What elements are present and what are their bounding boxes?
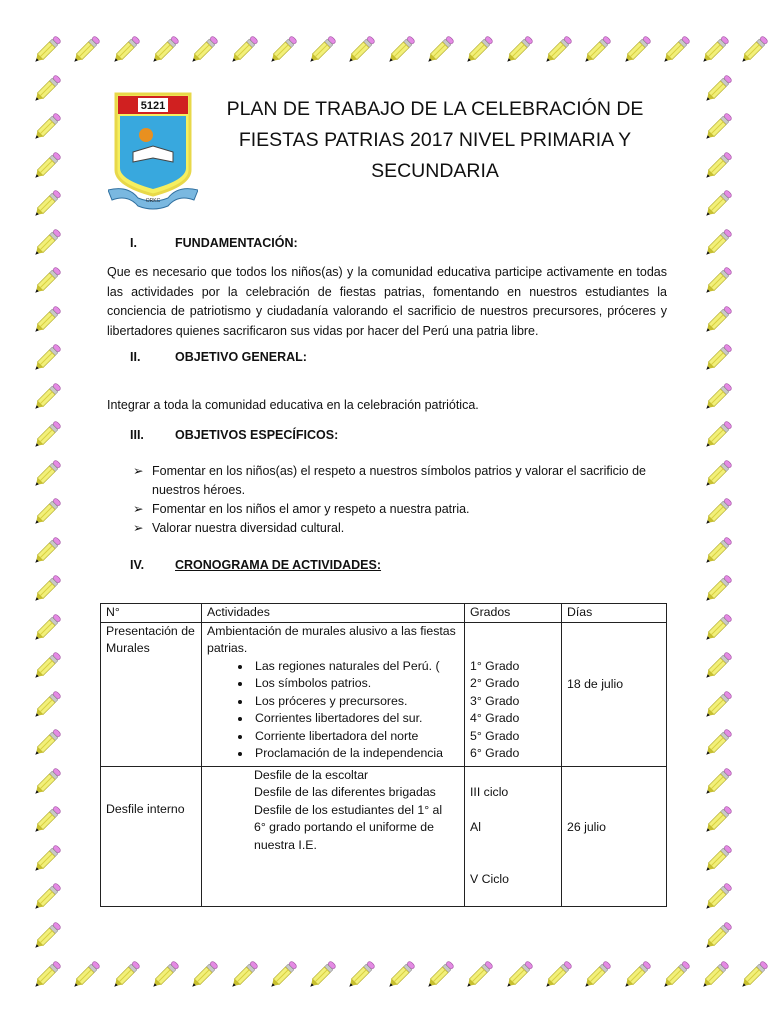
pencil-icon — [148, 31, 184, 67]
pencil-icon — [701, 455, 737, 491]
list-item — [133, 500, 668, 519]
pencil-icon — [384, 31, 420, 67]
cronograma-table — [100, 603, 667, 907]
pencil-icon — [30, 455, 66, 491]
pencil-icon — [701, 686, 737, 722]
pencil-icon — [541, 31, 577, 67]
section-label: FUNDAMENTACIÓN: — [175, 236, 298, 250]
activity-intro: Ambientación de murales alusivo a las fiestas patrias. — [207, 623, 456, 655]
pencil-icon — [30, 147, 66, 183]
list-item: • Proclamación de la independencia — [252, 745, 459, 763]
pencil-icon — [701, 108, 737, 144]
pencil-icon — [30, 185, 66, 221]
pencil-icon — [109, 31, 145, 67]
list-item: • Las regiones naturales del Perú. ( — [252, 658, 459, 676]
pencil-icon — [30, 917, 66, 953]
pencil-icon — [701, 147, 737, 183]
arrow-bullet-icon: ➢ — [133, 464, 144, 478]
grado: V Ciclo — [470, 871, 509, 886]
pencil-icon — [187, 31, 223, 67]
pencil-icon — [701, 763, 737, 799]
grado: Al — [470, 820, 481, 834]
pencil-icon — [344, 31, 380, 67]
pencil-icon — [30, 301, 66, 337]
table-row — [101, 622, 667, 766]
section-label: OBJETIVOS ESPECÍFICOS: — [175, 428, 339, 442]
section-number: I. — [130, 236, 137, 250]
pencil-icon — [187, 956, 223, 992]
pencil-icon — [698, 956, 734, 992]
pencil-icon — [423, 956, 459, 992]
table-row — [101, 766, 667, 906]
grados-cell — [465, 766, 562, 906]
pencil-icon — [148, 956, 184, 992]
pencil-icon — [701, 878, 737, 914]
list-item: Desfile de los estudiantes del 1° al 6° grado portando el uniforme de nuestra I.E. — [254, 802, 443, 852]
pencil-icon — [659, 31, 695, 67]
activity-name: Desfile interno — [101, 766, 202, 906]
list-item: Desfile de la escoltar — [254, 767, 369, 782]
pencil-icon — [701, 301, 737, 337]
list-item: Desfile de las diferentes brigadas — [254, 785, 436, 799]
pencil-icon — [701, 378, 737, 414]
pencil-icon — [30, 493, 66, 529]
activity-cell — [202, 622, 465, 766]
svg-text:ORKC: ORKC — [145, 198, 161, 204]
pencil-icon — [701, 70, 737, 106]
table-header-row — [101, 604, 667, 623]
pencil-icon — [30, 31, 66, 67]
grado: 2° Grado — [470, 676, 520, 690]
list-item — [133, 462, 668, 500]
activity-cell — [202, 766, 465, 906]
list-item — [133, 519, 668, 538]
pencil-icon — [701, 339, 737, 375]
section-number: IV. — [130, 558, 145, 572]
pencil-icon — [502, 31, 538, 67]
header-cell: Grados — [465, 604, 562, 623]
header-cell: Días — [562, 604, 667, 623]
pencil-icon — [30, 416, 66, 452]
document-title — [225, 94, 645, 187]
svg-text:5121: 5121 — [140, 100, 166, 112]
arrow-bullet-icon: ➢ — [133, 502, 144, 516]
pencil-icon — [701, 262, 737, 298]
pencil-icon — [30, 801, 66, 837]
grados-cell — [465, 622, 562, 766]
list-item-text: Fomentar en los niños el amor y respeto a nuestra patria. — [152, 502, 470, 516]
pencil-icon — [701, 493, 737, 529]
arrow-bullet-icon: ➢ — [133, 521, 144, 535]
title-line: SECUNDARIA — [371, 160, 499, 182]
pencil-icon — [620, 956, 656, 992]
pencil-icon — [30, 262, 66, 298]
header-cell: Actividades — [202, 604, 465, 623]
grado: 1° Grado — [470, 658, 520, 673]
list-item: • Los próceres y precursores. — [252, 693, 459, 711]
pencil-icon — [701, 532, 737, 568]
pencil-icon — [541, 956, 577, 992]
pencil-icon — [30, 609, 66, 645]
list-item-text: Valorar nuestra diversidad cultural. — [152, 521, 345, 535]
pencil-icon — [69, 31, 105, 67]
pencil-icon — [701, 647, 737, 683]
pencil-icon — [227, 31, 263, 67]
pencil-icon — [701, 416, 737, 452]
pencil-icon — [30, 686, 66, 722]
pencil-icon — [502, 956, 538, 992]
header-cell: N° — [101, 604, 202, 623]
list-item-text: Fomentar en los niños(as) el respeto a nuestros símbolos patrios y valorar el sacrificio de nuestros héroes. — [152, 464, 646, 497]
grado: 4° Grado — [470, 711, 520, 725]
pencil-icon — [701, 724, 737, 760]
activity-name: Presentación de Murales — [101, 622, 202, 766]
pencil-icon — [30, 956, 66, 992]
dia-cell: 18 de julio — [562, 622, 667, 766]
pencil-icon — [462, 31, 498, 67]
pencil-icon — [30, 224, 66, 260]
title-line: PLAN DE TRABAJO DE LA CELEBRACIÓN DE — [226, 98, 644, 120]
pencil-icon — [30, 70, 66, 106]
pencil-icon — [266, 956, 302, 992]
section-label: CRONOGRAMA DE ACTIVIDADES: — [175, 558, 382, 572]
pencil-icon — [423, 31, 459, 67]
pencil-icon — [30, 532, 66, 568]
pencil-icon — [659, 956, 695, 992]
pencil-icon — [701, 185, 737, 221]
pencil-icon — [30, 378, 66, 414]
pencil-icon — [580, 31, 616, 67]
pencil-icon — [620, 31, 656, 67]
pencil-icon — [266, 31, 302, 67]
grado: III ciclo — [470, 784, 509, 799]
fundamentacion-text: Que es necesario que todos los niños(as) y la comunidad educativa participe activamente en todas las actividades por la celebración de fiestas patrias, fomentando en nuestros estudiantes la conciencia de patriotismo y ciudadanía valorando el sacrificio de nuestros precursores, próceres y libertadores quienes sacrificaron sus vidas por hacer del Perú una patria libre. — [107, 265, 667, 338]
pencil-icon — [305, 31, 341, 67]
school-logo — [108, 90, 198, 210]
pencil-icon — [701, 609, 737, 645]
pencil-icon — [698, 31, 734, 67]
dia-cell: 26 julio — [562, 766, 667, 906]
pencil-icon — [737, 956, 768, 992]
pencil-icon — [344, 956, 380, 992]
pencil-icon — [30, 763, 66, 799]
title-line: FIESTAS PATRIAS 2017 NIVEL PRIMARIA Y — [238, 129, 632, 151]
section-label: OBJETIVO GENERAL: — [175, 350, 307, 364]
pencil-icon — [30, 108, 66, 144]
pencil-icon — [384, 956, 420, 992]
pencil-icon — [30, 570, 66, 606]
pencil-icon — [30, 724, 66, 760]
pencil-icon — [701, 917, 737, 953]
pencil-icon — [30, 878, 66, 914]
section-number: II. — [130, 350, 141, 364]
pencil-icon — [462, 956, 498, 992]
grado: 3° Grado — [470, 693, 520, 708]
grado: 6° Grado — [470, 746, 520, 760]
pencil-icon — [109, 956, 145, 992]
list-item: • Corriente libertadora del norte — [252, 728, 459, 746]
list-item: • Corrientes libertadores del sur. — [252, 710, 459, 728]
grado: 5° Grado — [470, 728, 520, 743]
section-number: III. — [130, 428, 144, 442]
list-item: • Los símbolos patrios. — [252, 675, 459, 693]
pencil-icon — [701, 570, 737, 606]
pencil-icon — [305, 956, 341, 992]
pencil-icon — [30, 840, 66, 876]
pencil-icon — [580, 956, 616, 992]
pencil-icon — [227, 956, 263, 992]
pencil-icon — [30, 647, 66, 683]
objetivos-list — [133, 462, 668, 538]
pencil-icon — [30, 339, 66, 375]
pencil-icon — [69, 956, 105, 992]
pencil-icon — [737, 31, 768, 67]
objetivo-general-text: Integrar a toda la comunidad educativa en la celebración patriótica. — [107, 398, 479, 412]
pencil-icon — [701, 224, 737, 260]
activity-list — [207, 658, 459, 763]
pencil-icon — [701, 840, 737, 876]
pencil-icon — [701, 801, 737, 837]
